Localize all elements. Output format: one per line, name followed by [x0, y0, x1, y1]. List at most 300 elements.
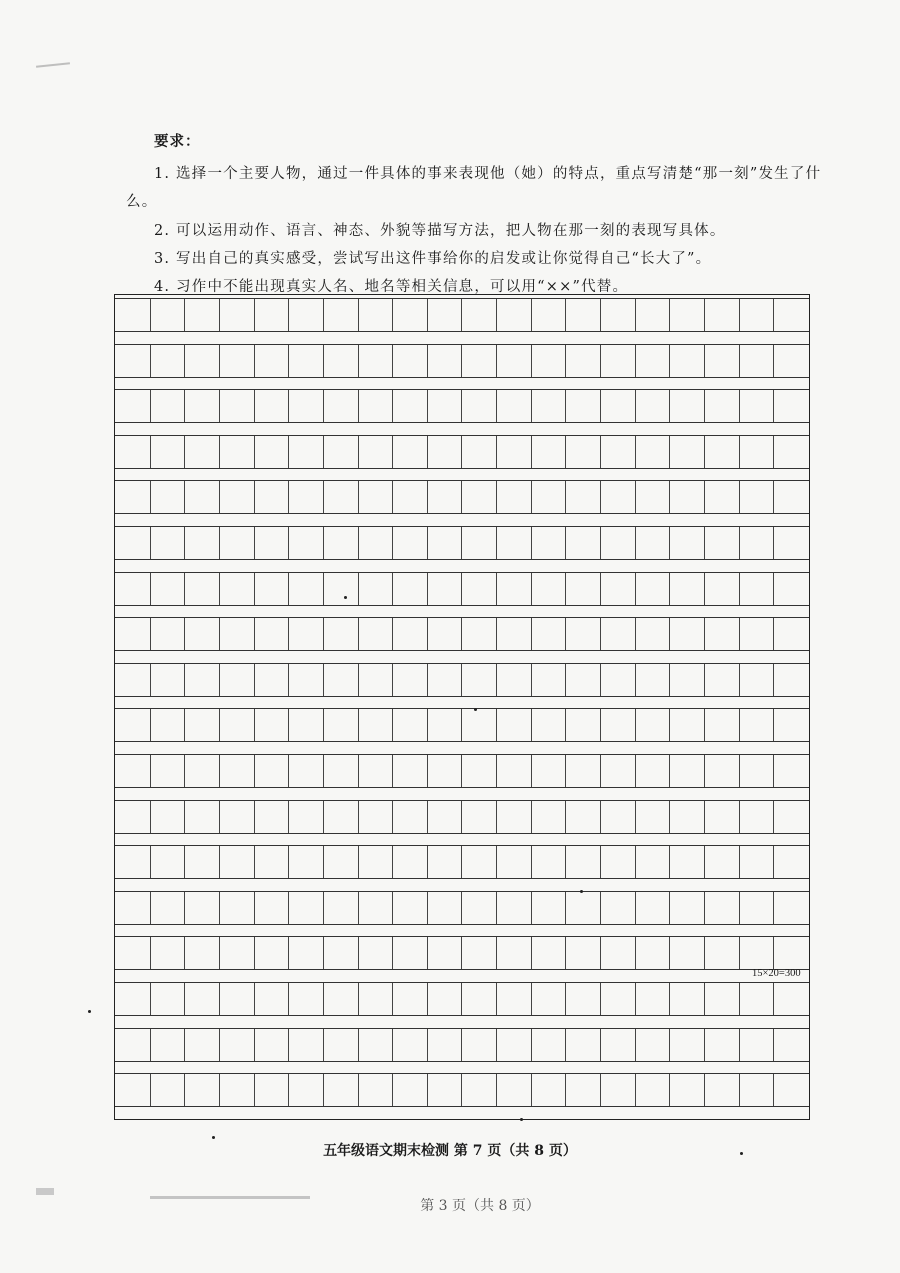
grid-cell[interactable]	[635, 527, 671, 559]
grid-cell[interactable]	[531, 664, 567, 696]
grid-cell[interactable]	[739, 846, 775, 878]
grid-cell[interactable]	[427, 390, 463, 422]
grid-cell[interactable]	[600, 983, 636, 1015]
grid-cell[interactable]	[565, 664, 601, 696]
grid-cell[interactable]	[323, 801, 359, 833]
grid-cell[interactable]	[219, 618, 255, 650]
grid-cell[interactable]	[531, 1029, 567, 1061]
grid-cell[interactable]	[184, 892, 220, 924]
grid-cell[interactable]	[531, 755, 567, 787]
grid-cell[interactable]	[427, 664, 463, 696]
grid-cell[interactable]	[150, 755, 186, 787]
grid-cell[interactable]	[704, 755, 740, 787]
grid-cell[interactable]	[219, 664, 255, 696]
grid-cell[interactable]	[323, 390, 359, 422]
grid-cell[interactable]	[462, 801, 498, 833]
grid-cell[interactable]	[392, 618, 428, 650]
grid-cell[interactable]	[704, 436, 740, 468]
grid-cell[interactable]	[496, 345, 532, 377]
grid-cell[interactable]	[739, 573, 775, 605]
grid-cell[interactable]	[704, 618, 740, 650]
grid-cell[interactable]	[565, 618, 601, 650]
grid-cell[interactable]	[150, 664, 186, 696]
grid-cell[interactable]	[219, 1029, 255, 1061]
grid-cell[interactable]	[254, 527, 290, 559]
grid-cell[interactable]	[496, 481, 532, 513]
grid-cell[interactable]	[565, 801, 601, 833]
grid-cell[interactable]	[219, 345, 255, 377]
grid-cell[interactable]	[219, 436, 255, 468]
grid-cell[interactable]	[739, 983, 775, 1015]
grid-cell[interactable]	[565, 755, 601, 787]
grid-cell[interactable]	[219, 892, 255, 924]
grid-cell[interactable]	[115, 481, 151, 513]
grid-cell[interactable]	[496, 527, 532, 559]
grid-cell[interactable]	[704, 892, 740, 924]
grid-cell[interactable]	[739, 481, 775, 513]
grid-cell[interactable]	[392, 345, 428, 377]
grid-cell[interactable]	[600, 755, 636, 787]
grid-cell[interactable]	[427, 618, 463, 650]
grid-cell[interactable]	[496, 709, 532, 741]
grid-cell[interactable]	[531, 481, 567, 513]
grid-cell[interactable]	[358, 1074, 394, 1106]
grid-cell[interactable]	[254, 299, 290, 331]
grid-cell[interactable]	[288, 481, 324, 513]
grid-cell[interactable]	[115, 937, 151, 969]
grid-cell[interactable]	[462, 709, 498, 741]
grid-cell[interactable]	[669, 892, 705, 924]
grid-cell[interactable]	[635, 664, 671, 696]
grid-cell[interactable]	[635, 937, 671, 969]
grid-cell[interactable]	[288, 801, 324, 833]
grid-cell[interactable]	[565, 937, 601, 969]
grid-cell[interactable]	[669, 299, 705, 331]
grid-cell[interactable]	[704, 664, 740, 696]
grid-cell[interactable]	[392, 481, 428, 513]
grid-cell[interactable]	[427, 755, 463, 787]
grid-cell[interactable]	[392, 983, 428, 1015]
grid-cell[interactable]	[184, 436, 220, 468]
grid-cell[interactable]	[462, 618, 498, 650]
grid-cell[interactable]	[254, 345, 290, 377]
grid-cell[interactable]	[496, 573, 532, 605]
grid-cell[interactable]	[115, 983, 151, 1015]
grid-cell[interactable]	[184, 846, 220, 878]
grid-cell[interactable]	[427, 345, 463, 377]
grid-cell[interactable]	[496, 892, 532, 924]
grid-cell[interactable]	[323, 345, 359, 377]
grid-cell[interactable]	[704, 573, 740, 605]
grid-cell[interactable]	[392, 846, 428, 878]
grid-cell[interactable]	[358, 801, 394, 833]
grid-cell[interactable]	[288, 299, 324, 331]
grid-cell[interactable]	[358, 299, 394, 331]
grid-cell[interactable]	[462, 983, 498, 1015]
grid-cell[interactable]	[358, 345, 394, 377]
grid-cell[interactable]	[219, 709, 255, 741]
grid-cell[interactable]	[323, 481, 359, 513]
grid-cell[interactable]	[427, 801, 463, 833]
grid-cell[interactable]	[323, 846, 359, 878]
grid-cell[interactable]	[669, 481, 705, 513]
grid-cell[interactable]	[323, 892, 359, 924]
grid-cell[interactable]	[462, 1029, 498, 1061]
grid-cell[interactable]	[219, 573, 255, 605]
grid-cell[interactable]	[565, 527, 601, 559]
grid-cell[interactable]	[358, 481, 394, 513]
grid-cell[interactable]	[427, 937, 463, 969]
grid-cell[interactable]	[704, 390, 740, 422]
grid-cell[interactable]	[669, 1074, 705, 1106]
grid-cell[interactable]	[531, 618, 567, 650]
grid-cell[interactable]	[600, 573, 636, 605]
grid-cell[interactable]	[739, 801, 775, 833]
grid-cell[interactable]	[531, 983, 567, 1015]
grid-cell[interactable]	[635, 573, 671, 605]
grid-cell[interactable]	[531, 345, 567, 377]
grid-cell[interactable]	[115, 709, 151, 741]
grid-cell[interactable]	[669, 390, 705, 422]
grid-cell[interactable]	[496, 390, 532, 422]
grid-cell[interactable]	[115, 345, 151, 377]
grid-cell[interactable]	[600, 892, 636, 924]
grid-cell[interactable]	[635, 709, 671, 741]
grid-cell[interactable]	[739, 390, 775, 422]
grid-cell[interactable]	[115, 390, 151, 422]
grid-cell[interactable]	[254, 664, 290, 696]
grid-cell[interactable]	[635, 299, 671, 331]
grid-cell[interactable]	[462, 846, 498, 878]
grid-cell[interactable]	[635, 481, 671, 513]
grid-cell[interactable]	[254, 709, 290, 741]
grid-cell[interactable]	[669, 573, 705, 605]
grid-cell[interactable]	[184, 983, 220, 1015]
grid-cell[interactable]	[462, 892, 498, 924]
grid-cell[interactable]	[219, 1074, 255, 1106]
grid-cell[interactable]	[358, 618, 394, 650]
grid-cell[interactable]	[704, 345, 740, 377]
grid-cell[interactable]	[462, 937, 498, 969]
grid-cell[interactable]	[392, 664, 428, 696]
grid-cell[interactable]	[358, 436, 394, 468]
grid-cell[interactable]	[427, 1029, 463, 1061]
grid-cell[interactable]	[462, 1074, 498, 1106]
grid-cell[interactable]	[531, 892, 567, 924]
grid-cell[interactable]	[635, 436, 671, 468]
grid-cell[interactable]	[565, 573, 601, 605]
grid-cell[interactable]	[323, 436, 359, 468]
grid-cell[interactable]	[254, 937, 290, 969]
grid-cell[interactable]	[739, 892, 775, 924]
grid-cell[interactable]	[150, 527, 186, 559]
grid-cell[interactable]	[531, 846, 567, 878]
grid-cell[interactable]	[669, 801, 705, 833]
grid-cell[interactable]	[427, 892, 463, 924]
grid-cell[interactable]	[496, 937, 532, 969]
grid-cell[interactable]	[358, 983, 394, 1015]
grid-cell[interactable]	[184, 299, 220, 331]
grid-cell[interactable]	[219, 983, 255, 1015]
grid-cell[interactable]	[427, 299, 463, 331]
grid-cell[interactable]	[739, 937, 775, 969]
grid-cell[interactable]	[323, 755, 359, 787]
grid-cell[interactable]	[462, 481, 498, 513]
grid-cell[interactable]	[288, 345, 324, 377]
grid-cell[interactable]	[427, 846, 463, 878]
grid-cell[interactable]	[184, 390, 220, 422]
grid-cell[interactable]	[531, 709, 567, 741]
grid-cell[interactable]	[150, 618, 186, 650]
grid-cell[interactable]	[150, 801, 186, 833]
grid-cell[interactable]	[358, 892, 394, 924]
grid-cell[interactable]	[323, 1029, 359, 1061]
grid-cell[interactable]	[254, 892, 290, 924]
grid-cell[interactable]	[669, 345, 705, 377]
grid-cell[interactable]	[150, 573, 186, 605]
grid-cell[interactable]	[496, 1029, 532, 1061]
grid-cell[interactable]	[739, 1074, 775, 1106]
grid-cell[interactable]	[288, 846, 324, 878]
grid-cell[interactable]	[358, 664, 394, 696]
grid-cell[interactable]	[565, 983, 601, 1015]
grid-cell[interactable]	[150, 892, 186, 924]
grid-cell[interactable]	[184, 801, 220, 833]
grid-cell[interactable]	[288, 527, 324, 559]
grid-cell[interactable]	[635, 755, 671, 787]
grid-cell[interactable]	[323, 709, 359, 741]
grid-cell[interactable]	[600, 527, 636, 559]
grid-cell[interactable]	[704, 937, 740, 969]
grid-cell[interactable]	[254, 436, 290, 468]
grid-cell[interactable]	[739, 345, 775, 377]
grid-cell[interactable]	[565, 846, 601, 878]
grid-cell[interactable]	[565, 1029, 601, 1061]
grid-cell[interactable]	[496, 299, 532, 331]
grid-cell[interactable]	[496, 1074, 532, 1106]
grid-cell[interactable]	[184, 527, 220, 559]
grid-cell[interactable]	[288, 390, 324, 422]
grid-cell[interactable]	[669, 983, 705, 1015]
grid-cell[interactable]	[358, 573, 394, 605]
grid-cell[interactable]	[219, 527, 255, 559]
grid-cell[interactable]	[462, 664, 498, 696]
grid-cell[interactable]	[565, 1074, 601, 1106]
grid-cell[interactable]	[739, 618, 775, 650]
grid-cell[interactable]	[392, 755, 428, 787]
grid-cell[interactable]	[496, 846, 532, 878]
grid-cell[interactable]	[704, 709, 740, 741]
grid-cell[interactable]	[219, 801, 255, 833]
grid-cell[interactable]	[150, 481, 186, 513]
grid-cell[interactable]	[219, 390, 255, 422]
grid-cell[interactable]	[392, 436, 428, 468]
grid-cell[interactable]	[496, 664, 532, 696]
grid-cell[interactable]	[150, 846, 186, 878]
grid-cell[interactable]	[150, 345, 186, 377]
grid-cell[interactable]	[531, 390, 567, 422]
grid-cell[interactable]	[462, 573, 498, 605]
grid-cell[interactable]	[704, 846, 740, 878]
grid-cell[interactable]	[254, 618, 290, 650]
grid-cell[interactable]	[565, 481, 601, 513]
grid-cell[interactable]	[254, 1029, 290, 1061]
grid-cell[interactable]	[219, 846, 255, 878]
grid-cell[interactable]	[635, 892, 671, 924]
grid-cell[interactable]	[323, 299, 359, 331]
grid-cell[interactable]	[462, 436, 498, 468]
grid-cell[interactable]	[635, 390, 671, 422]
grid-cell[interactable]	[669, 755, 705, 787]
grid-cell[interactable]	[531, 436, 567, 468]
grid-cell[interactable]	[462, 390, 498, 422]
grid-cell[interactable]	[392, 1029, 428, 1061]
grid-cell[interactable]	[254, 983, 290, 1015]
grid-cell[interactable]	[739, 436, 775, 468]
grid-cell[interactable]	[462, 527, 498, 559]
grid-cell[interactable]	[496, 801, 532, 833]
grid-cell[interactable]	[288, 1029, 324, 1061]
grid-cell[interactable]	[254, 573, 290, 605]
grid-cell[interactable]	[600, 436, 636, 468]
grid-cell[interactable]	[150, 937, 186, 969]
grid-cell[interactable]	[600, 618, 636, 650]
grid-cell[interactable]	[115, 436, 151, 468]
grid-cell[interactable]	[704, 527, 740, 559]
grid-cell[interactable]	[184, 709, 220, 741]
grid-cell[interactable]	[531, 527, 567, 559]
grid-cell[interactable]	[600, 390, 636, 422]
grid-cell[interactable]	[704, 1074, 740, 1106]
grid-cell[interactable]	[462, 755, 498, 787]
grid-cell[interactable]	[219, 299, 255, 331]
grid-cell[interactable]	[635, 618, 671, 650]
grid-cell[interactable]	[739, 1029, 775, 1061]
grid-cell[interactable]	[600, 481, 636, 513]
writing-grid[interactable]	[114, 294, 810, 1120]
grid-cell[interactable]	[739, 664, 775, 696]
grid-cell[interactable]	[392, 709, 428, 741]
grid-cell[interactable]	[704, 983, 740, 1015]
grid-cell[interactable]	[600, 664, 636, 696]
grid-cell[interactable]	[427, 573, 463, 605]
grid-cell[interactable]	[115, 618, 151, 650]
grid-cell[interactable]	[323, 527, 359, 559]
grid-cell[interactable]	[392, 1074, 428, 1106]
grid-cell[interactable]	[358, 709, 394, 741]
grid-cell[interactable]	[150, 983, 186, 1015]
grid-cell[interactable]	[496, 618, 532, 650]
grid-cell[interactable]	[600, 846, 636, 878]
grid-cell[interactable]	[115, 1074, 151, 1106]
grid-cell[interactable]	[219, 937, 255, 969]
grid-cell[interactable]	[184, 618, 220, 650]
grid-cell[interactable]	[288, 436, 324, 468]
grid-cell[interactable]	[358, 846, 394, 878]
grid-cell[interactable]	[115, 1029, 151, 1061]
grid-cell[interactable]	[565, 299, 601, 331]
grid-cell[interactable]	[115, 755, 151, 787]
grid-cell[interactable]	[115, 527, 151, 559]
grid-cell[interactable]	[288, 573, 324, 605]
grid-cell[interactable]	[323, 983, 359, 1015]
grid-cell[interactable]	[288, 755, 324, 787]
grid-cell[interactable]	[600, 1074, 636, 1106]
grid-cell[interactable]	[184, 755, 220, 787]
grid-cell[interactable]	[531, 801, 567, 833]
grid-cell[interactable]	[565, 436, 601, 468]
grid-cell[interactable]	[392, 390, 428, 422]
grid-cell[interactable]	[288, 1074, 324, 1106]
grid-cell[interactable]	[288, 618, 324, 650]
grid-cell[interactable]	[184, 664, 220, 696]
grid-cell[interactable]	[288, 983, 324, 1015]
grid-cell[interactable]	[739, 755, 775, 787]
grid-cell[interactable]	[496, 436, 532, 468]
grid-cell[interactable]	[565, 892, 601, 924]
grid-cell[interactable]	[427, 709, 463, 741]
grid-cell[interactable]	[115, 892, 151, 924]
grid-cell[interactable]	[600, 299, 636, 331]
grid-cell[interactable]	[358, 1029, 394, 1061]
grid-cell[interactable]	[184, 937, 220, 969]
grid-cell[interactable]	[600, 937, 636, 969]
grid-cell[interactable]	[531, 299, 567, 331]
grid-cell[interactable]	[635, 983, 671, 1015]
grid-cell[interactable]	[704, 1029, 740, 1061]
grid-cell[interactable]	[184, 1074, 220, 1106]
grid-cell[interactable]	[150, 1074, 186, 1106]
grid-cell[interactable]	[254, 481, 290, 513]
grid-cell[interactable]	[669, 618, 705, 650]
grid-cell[interactable]	[254, 846, 290, 878]
grid-cell[interactable]	[669, 846, 705, 878]
grid-cell[interactable]	[427, 481, 463, 513]
grid-cell[interactable]	[427, 527, 463, 559]
grid-cell[interactable]	[704, 481, 740, 513]
grid-cell[interactable]	[635, 1074, 671, 1106]
grid-cell[interactable]	[669, 527, 705, 559]
grid-cell[interactable]	[115, 573, 151, 605]
grid-cell[interactable]	[323, 664, 359, 696]
grid-cell[interactable]	[669, 709, 705, 741]
grid-cell[interactable]	[254, 801, 290, 833]
grid-cell[interactable]	[739, 527, 775, 559]
grid-cell[interactable]	[392, 573, 428, 605]
grid-cell[interactable]	[115, 299, 151, 331]
grid-cell[interactable]	[288, 937, 324, 969]
grid-cell[interactable]	[669, 1029, 705, 1061]
grid-cell[interactable]	[358, 755, 394, 787]
grid-cell[interactable]	[392, 299, 428, 331]
grid-cell[interactable]	[531, 937, 567, 969]
grid-cell[interactable]	[704, 299, 740, 331]
grid-cell[interactable]	[219, 755, 255, 787]
grid-cell[interactable]	[288, 664, 324, 696]
grid-cell[interactable]	[150, 1029, 186, 1061]
grid-cell[interactable]	[392, 892, 428, 924]
grid-cell[interactable]	[150, 436, 186, 468]
grid-cell[interactable]	[600, 801, 636, 833]
grid-cell[interactable]	[184, 345, 220, 377]
grid-cell[interactable]	[635, 801, 671, 833]
grid-cell[interactable]	[115, 664, 151, 696]
grid-cell[interactable]	[600, 345, 636, 377]
grid-cell[interactable]	[219, 481, 255, 513]
grid-cell[interactable]	[288, 892, 324, 924]
grid-cell[interactable]	[358, 527, 394, 559]
grid-cell[interactable]	[739, 299, 775, 331]
